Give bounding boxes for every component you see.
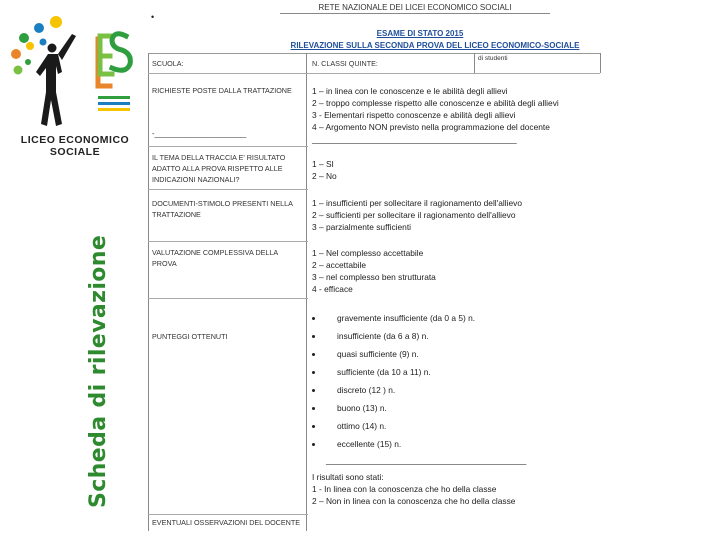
evaluation-option: 1 – Nel complesso accettabile — [312, 248, 424, 258]
logo-dot-green-2 — [25, 59, 31, 65]
logo-figure — [36, 34, 76, 126]
score-item: gravemente insufficiente (da 0 a 5) n. — [312, 313, 475, 323]
row-divider — [148, 298, 308, 299]
logo-letters — [98, 34, 130, 86]
requests-option: 3 - Elementari rispetto conoscenze e abilità degli allievi — [312, 110, 516, 120]
requests-label: RICHIESTE POSTE DALLA TRATTAZIONE — [152, 86, 292, 95]
theme-label-line: IL TEMA DELLA TRACCIA E' RISULTATO — [152, 153, 286, 162]
scores-label: PUNTEGGI OTTENUTI — [152, 332, 228, 341]
requests-option: 2 – troppo complesse rispetto alle conoscenze e abilità degli allievi — [312, 98, 559, 108]
school-field-label: SCUOLA: — [152, 59, 184, 68]
classes-field-label: N. CLASSI QUINTE: — [312, 59, 378, 68]
bullet-icon — [312, 443, 315, 446]
requests-option: 1 – in linea con le conoscenze e le abilità degli allievi — [312, 86, 508, 96]
theme-label-line: INDICAZIONI NAZIONALI? — [152, 175, 240, 184]
requests-blank-right: ______________________________________________ — [312, 135, 517, 144]
logo-caption: LICEO ECONOMICO SOCIALE — [20, 134, 130, 158]
evaluation-label-line: VALUTAZIONE COMPLESSIVA DELLA — [152, 248, 279, 257]
exam-title: ESAME DI STATO 2015 — [376, 29, 464, 38]
requests-option: 4 – Argomento NON previsto nella programmazione del docente — [312, 122, 550, 132]
documents-option: 2 – sufficienti per sollecitare il ragionamento dell'allievo — [312, 210, 516, 220]
documents-label-line: TRATTAZIONE — [152, 210, 201, 219]
logo-dot-lightgreen — [14, 66, 23, 75]
results-option: 1 - In linea con la conoscenza che ho della classe — [312, 484, 497, 494]
score-item: discreto (12 ) n. — [312, 385, 395, 395]
evaluation-label-line: PROVA — [152, 259, 177, 268]
row-divider — [148, 514, 308, 515]
grid-studenti-border — [474, 53, 475, 73]
header-divider — [148, 53, 600, 54]
results-option: 2 – Non in linea con la conoscenza che ho della classe — [312, 496, 516, 506]
score-item: insufficiente (da 6 a 8) n. — [312, 331, 429, 341]
theme-option: 2 – No — [312, 171, 337, 181]
logo-dot-blue — [34, 23, 44, 33]
bullet-icon — [312, 407, 315, 410]
bullet-icon — [312, 335, 315, 338]
row-divider — [148, 189, 308, 190]
score-item: sufficiente (da 10 a 11) n. — [312, 367, 431, 377]
theme-label-line: ADATTO ALLA PROVA RISPETTO ALLE — [152, 164, 283, 173]
bullet-icon — [312, 389, 315, 392]
score-item: buono (13) n. — [312, 403, 387, 413]
observations-label: EVENTUALI OSSERVAZIONI DEL DOCENTE — [152, 518, 301, 527]
grid-left-border — [148, 53, 149, 531]
bullet-icon — [312, 425, 315, 428]
bullet-icon — [312, 353, 315, 356]
documents-option: 3 – parzialmente sufficienti — [312, 222, 412, 232]
logo-dot-yellow — [50, 16, 62, 28]
logo-dot-yellow-2 — [26, 42, 34, 50]
documents-label-line: DOCUMENTI-STIMOLO PRESENTI NELLA — [152, 199, 293, 208]
results-title: I risultati sono stati: — [312, 472, 384, 482]
header-bullet: • — [151, 12, 155, 22]
evaluation-option: 4 - efficace — [312, 284, 353, 294]
bullet-icon — [312, 317, 315, 320]
score-item: ottimo (14) n. — [312, 421, 386, 431]
survey-title: RILEVAZIONE SULLA SECONDA PROVA DEL LICEO ECONOMICO-SOCIALE — [290, 41, 580, 50]
row-divider — [148, 241, 308, 242]
score-item: quasi sufficiente (9) n. — [312, 349, 419, 359]
students-field-label: di studenti — [478, 55, 508, 62]
logo-dot-blue-2 — [40, 39, 47, 46]
scores-rule: ___________________________________________ — [326, 455, 527, 465]
grid-middle-border — [306, 53, 307, 531]
sidebar-title: Scheda di rilevazione — [86, 234, 111, 508]
logo-dot-orange — [11, 49, 21, 59]
row-divider — [148, 73, 600, 74]
documents-option: 1 – insufficienti per sollecitare il ragionamento dell'allievo — [312, 198, 523, 208]
row-divider — [148, 146, 308, 147]
theme-option: 1 – SI — [312, 159, 334, 169]
evaluation-option: 2 – accettabile — [312, 260, 367, 270]
score-item: eccellente (15) n. — [312, 439, 401, 449]
evaluation-option: 3 – nel complesso ben strutturata — [312, 272, 436, 282]
network-header: RETE NAZIONALE DEI LICEI ECONOMICO SOCIALI — [280, 3, 550, 14]
requests-blank-left: -______________________ — [152, 129, 247, 138]
logo-dot-green — [19, 33, 29, 43]
grid-right-border — [600, 53, 601, 73]
bullet-icon — [312, 371, 315, 374]
